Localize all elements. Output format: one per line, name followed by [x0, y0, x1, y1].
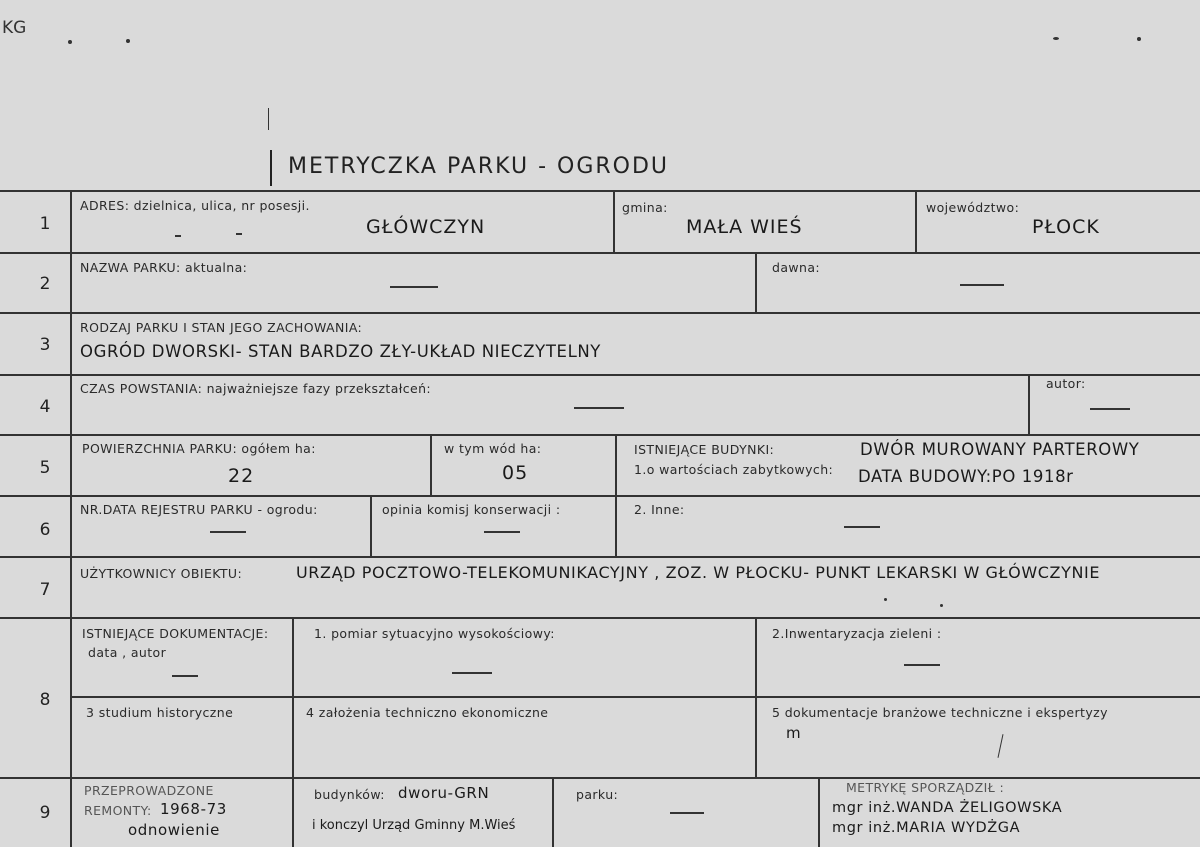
- speck: [940, 604, 943, 607]
- gmina-label: gmina:: [622, 200, 668, 215]
- column-divider: [613, 190, 615, 252]
- prepared-by-name-2: mgr inż.MARIA WYDŻGA: [832, 820, 1021, 836]
- row-divider: [0, 434, 1200, 436]
- documentation-sub-label: data , autor: [88, 645, 167, 660]
- park-name-label: NAZWA PARKU: aktualna:: [80, 260, 248, 275]
- buildings-label: ISTNIEJĄCE BUDYNKI:: [634, 442, 775, 457]
- row-divider: [0, 495, 1200, 497]
- buildings-renovation-label: budynków:: [314, 787, 385, 802]
- empty-field-dash: [844, 526, 880, 528]
- empty-field-dash: [390, 286, 438, 288]
- column-divider: [552, 777, 554, 847]
- column-divider: [370, 495, 372, 556]
- renovations-label: PRZEPROWADZONE: [84, 783, 214, 798]
- empty-field-dash: [172, 675, 198, 677]
- column-divider: [615, 434, 617, 495]
- row-number: 3: [39, 335, 51, 355]
- row-number: 7: [39, 580, 51, 600]
- technical-documentation-label: 5 dokumentacje branżowe techniczne i ekspertyzy: [772, 705, 1108, 720]
- row-divider: [0, 252, 1200, 254]
- park-area-label: POWIERZCHNIA PARKU: ogółem ha:: [82, 441, 316, 456]
- speck: [68, 40, 72, 44]
- conservation-opinion-label: opinia komisj konserwacji :: [382, 502, 561, 517]
- address-value: GŁÓWCZYN: [366, 216, 486, 238]
- corner-mark: KG: [2, 18, 27, 38]
- blank-mark: [236, 233, 242, 235]
- author-label: autor:: [1046, 376, 1086, 391]
- row-divider: [0, 777, 1200, 779]
- historical-study-label: 3 studium historyczne: [86, 705, 234, 720]
- gmina-value: MAŁA WIEŚ: [686, 216, 803, 238]
- voivodeship-value: PŁOCK: [1032, 216, 1100, 238]
- column-divider: [615, 495, 617, 556]
- speck: [1053, 37, 1059, 40]
- column-divider: [70, 190, 72, 847]
- blank-mark: [175, 235, 181, 237]
- prepared-by-name-1: mgr inż.WANDA ŻELIGOWSKA: [832, 800, 1063, 816]
- row-divider: [0, 312, 1200, 314]
- empty-field-dash: [484, 531, 520, 533]
- empty-field-dash: [452, 672, 492, 674]
- column-divider: [292, 617, 294, 777]
- row-divider: [0, 190, 1200, 192]
- stray-mark: [268, 108, 269, 130]
- voivodeship-label: województwo:: [926, 200, 1020, 215]
- technical-documentation-value: m: [786, 724, 802, 742]
- users-label: UŻYTKOWNICY OBIEKTU:: [80, 566, 243, 581]
- empty-field-dash: [1090, 408, 1130, 410]
- documentation-label: ISTNIEJĄCE DOKUMENTACJE:: [82, 626, 269, 641]
- buildings-value-line1: DWÓR MUROWANY PARTEROWY: [860, 440, 1140, 459]
- row-number: 5: [39, 458, 51, 478]
- creation-time-label: CZAS POWSTANIA: najważniejsze fazy przekształceń:: [80, 381, 432, 396]
- column-divider: [1028, 374, 1030, 434]
- row-number: 8: [39, 690, 51, 710]
- column-divider: [915, 190, 917, 252]
- column-divider: [430, 434, 432, 495]
- row-number: 1: [39, 214, 51, 234]
- other-buildings-label: 2. Inne:: [634, 502, 685, 517]
- speck: [126, 39, 130, 43]
- row-number: 2: [39, 274, 51, 294]
- economic-foundations-label: 4 założenia techniczno ekonomiczne: [306, 705, 549, 720]
- row-divider: [0, 617, 1200, 619]
- former-name-label: dawna:: [772, 260, 821, 275]
- survey-label: 1. pomiar sytuacyjno wysokościowy:: [314, 626, 555, 641]
- buildings-renovation-note: i konczyl Urząd Gminny M.Wieś: [312, 818, 516, 833]
- column-divider: [818, 777, 820, 847]
- park-area-value: 22: [228, 465, 255, 487]
- empty-field-dash: [960, 284, 1004, 286]
- buildings-sub-label: 1.o wartościach zabytkowych:: [634, 462, 834, 477]
- buildings-value-line2: DATA BUDOWY:PO 1918r: [858, 467, 1074, 486]
- row-number: 9: [39, 803, 51, 823]
- row-divider: [0, 374, 1200, 376]
- pen-mark: [998, 734, 1004, 758]
- water-area-label: w tym wód ha:: [444, 441, 542, 456]
- park-type-label: RODZAJ PARKU I STAN JEGO ZACHOWANIA:: [80, 320, 363, 335]
- title-block: [270, 150, 670, 186]
- users-value: URZĄD POCZTOWO-TELEKOMUNIKACYJNY , ZOZ. W PŁOCKU- PUNKT LEKARSKI W GŁÓWCZYNIE: [296, 563, 1101, 582]
- register-label: NR.DATA REJESTRU PARKU - ogrodu:: [80, 502, 318, 517]
- empty-field-dash: [670, 812, 704, 814]
- renovations-type: odnowienie: [128, 821, 220, 839]
- speck: [884, 598, 887, 601]
- row-number: 6: [39, 520, 51, 540]
- empty-field-dash: [574, 407, 624, 409]
- column-divider: [755, 252, 757, 312]
- address-label: ADRES: dzielnica, ulica, nr posesji.: [80, 198, 310, 213]
- speck: [1137, 37, 1141, 41]
- park-renovation-label: parku:: [576, 787, 619, 802]
- empty-field-dash: [904, 664, 940, 666]
- water-area-value: 05: [502, 462, 529, 484]
- row-divider: [0, 556, 1200, 558]
- row-divider: [72, 696, 1200, 698]
- park-type-value: OGRÓD DWORSKI- STAN BARDZO ZŁY-UKŁAD NIECZYTELNY: [80, 342, 601, 361]
- greenery-inventory-label: 2.Inwentaryzacja zieleni :: [772, 626, 942, 641]
- prepared-by-label: METRYKĘ SPORZĄDZIŁ :: [846, 780, 1005, 795]
- page-title: METRYCZKA PARKU - OGRODU: [288, 154, 670, 179]
- column-divider: [292, 777, 294, 847]
- renovations-years: 1968-73: [160, 800, 227, 818]
- buildings-renovation-value: dworu-GRN: [398, 784, 490, 802]
- empty-field-dash: [210, 531, 246, 533]
- row-number: 4: [39, 397, 51, 417]
- column-divider: [755, 617, 757, 777]
- renovations-sub-label: REMONTY:: [84, 803, 152, 818]
